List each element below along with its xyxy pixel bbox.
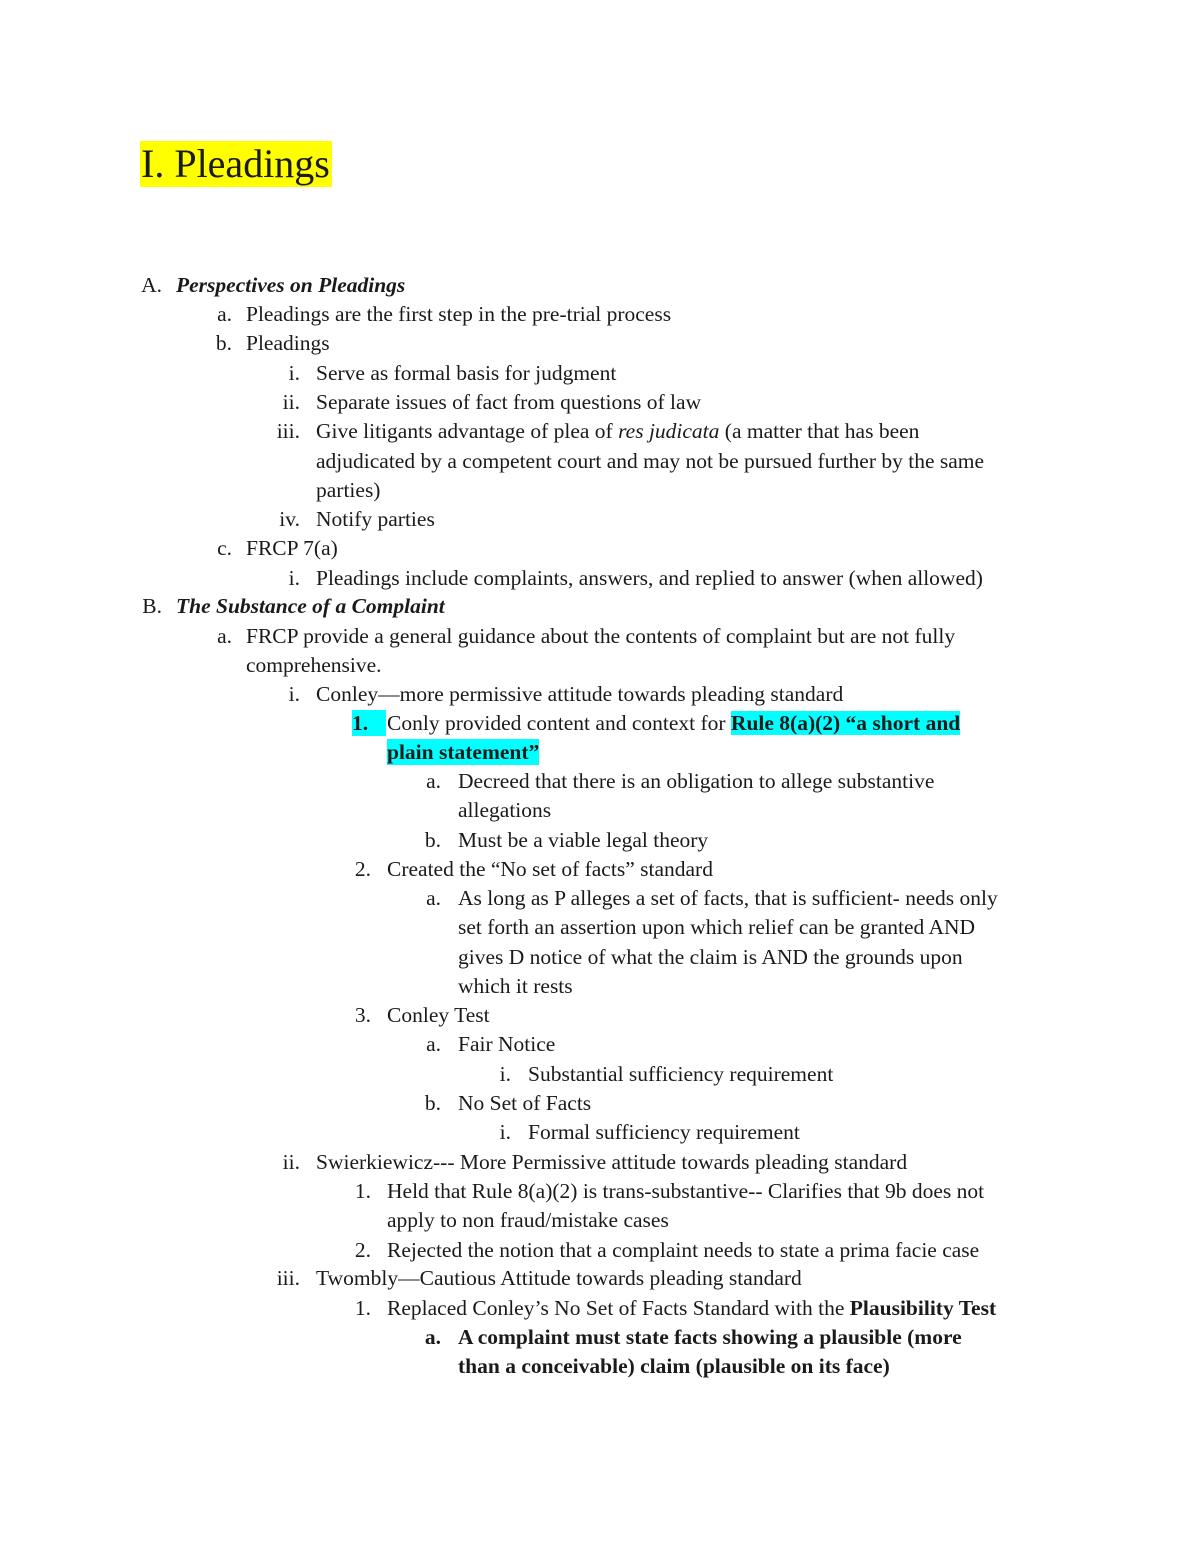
outline-item: Created the “No set of facts” standard	[387, 857, 713, 881]
outline-item: Rejected the notion that a complaint needs to state a prima facie case	[387, 1238, 980, 1262]
outline-marker: 3.	[354, 1003, 371, 1027]
outline-item	[316, 418, 919, 444]
outline-marker: a.	[217, 624, 232, 648]
outline-item: Notify parties	[316, 507, 435, 531]
outline-item-continuation: adjudicated by a competent court and may not be pursued further by the same	[316, 449, 985, 473]
highlighted-rule: Rule 8(a)(2) “a short and	[730, 711, 961, 735]
outline-marker: a.	[217, 302, 232, 326]
outline-marker: B.	[142, 594, 162, 618]
outline-item: Must be a viable legal theory	[458, 828, 709, 852]
outline-item-continuation: allegations	[458, 798, 552, 822]
text-run: Conly provided content and context for	[387, 711, 731, 735]
section-heading-substance: The Substance of a Complaint	[176, 594, 445, 618]
outline-marker: i.	[288, 361, 300, 385]
outline-marker: a.	[426, 886, 441, 910]
highlighted-rule-continuation: plain statement”	[387, 740, 540, 764]
outline-marker: i.	[499, 1062, 511, 1086]
text-run: Replaced Conley’s No Set of Facts Standard with the	[387, 1296, 850, 1320]
outline-marker: 1.	[354, 1296, 371, 1320]
outline-item-continuation: which it rests	[458, 974, 573, 998]
outline-item: Conley Test	[387, 1003, 490, 1027]
outline-marker: a.	[426, 1032, 441, 1056]
outline-item: Conley—more permissive attitude towards pleading standard	[316, 682, 844, 706]
outline-marker: 2.	[354, 857, 371, 881]
outline-item: Serve as formal basis for judgment	[316, 361, 617, 385]
outline-item: FRCP 7(a)	[246, 536, 338, 560]
outline-item: A complaint must state facts showing a plausible (more	[458, 1325, 962, 1349]
outline-item-continuation: than a conceivable) claim (plausible on its face)	[458, 1354, 890, 1378]
outline-item: Pleadings	[246, 331, 330, 355]
outline-marker: iii.	[276, 1266, 300, 1290]
outline-item: Held that Rule 8(a)(2) is trans-substantive-- Clarifies that 9b does not	[387, 1179, 985, 1203]
outline-item: No Set of Facts	[458, 1091, 592, 1115]
bold-term: Plausibility Test	[849, 1296, 997, 1320]
outline-marker: b.	[215, 331, 232, 355]
document-title: I. Pleadings	[141, 141, 330, 186]
outline-item: As long as P alleges a set of facts, that is sufficient- needs only	[458, 886, 998, 910]
outline-marker: iii.	[276, 419, 300, 443]
outline-marker: b.	[424, 828, 441, 852]
outline-item-continuation: set forth an assertion upon which relief can be granted AND	[458, 915, 976, 939]
outline-item	[387, 710, 960, 736]
outline-marker: i.	[288, 682, 300, 706]
outline-item	[387, 1295, 996, 1321]
outline-marker: i.	[499, 1120, 511, 1144]
outline-item: Fair Notice	[458, 1032, 556, 1056]
outline-item-continuation: parties)	[316, 478, 381, 502]
outline-marker: ii.	[282, 1150, 300, 1174]
outline-item: Pleadings are the first step in the pre-trial process	[246, 302, 672, 326]
outline-item: Decreed that there is an obligation to allege substantive	[458, 769, 935, 793]
outline-marker: ii.	[282, 390, 300, 414]
outline-item: Pleadings include complaints, answers, and replied to answer (when allowed)	[316, 566, 983, 590]
outline-item-continuation: apply to non fraud/mistake cases	[387, 1208, 669, 1232]
outline-marker: 2.	[354, 1238, 371, 1262]
outline-marker: c.	[217, 536, 232, 560]
section-heading-perspectives: Perspectives on Pleadings	[176, 273, 406, 297]
text-run: (a matter that has been	[719, 419, 920, 443]
outline-item: Formal sufficiency requirement	[528, 1120, 800, 1144]
outline-marker: A.	[141, 273, 162, 297]
outline-item: Substantial sufficiency requirement	[528, 1062, 834, 1086]
outline-item-continuation: comprehensive.	[246, 653, 382, 677]
outline-marker: i.	[288, 566, 300, 590]
text-run: Give litigants advantage of plea of	[316, 419, 619, 443]
italic-term: res judicata	[618, 419, 720, 443]
outline-marker: a.	[426, 769, 441, 793]
highlighted-marker: 1.	[352, 710, 386, 736]
outline-item: Swierkiewicz--- More Permissive attitude towards pleading standard	[316, 1150, 908, 1174]
outline-item: Twombly—Cautious Attitude towards pleading standard	[316, 1266, 802, 1290]
outline-marker: a.	[424, 1325, 441, 1349]
outline-marker: iv.	[279, 507, 300, 531]
outline-item: FRCP provide a general guidance about the contents of complaint but are not fully	[246, 624, 956, 648]
outline-marker: 1.	[354, 1179, 371, 1203]
outline-item: Separate issues of fact from questions of law	[316, 390, 702, 414]
outline-item-continuation: gives D notice of what the claim is AND the grounds upon	[458, 945, 963, 969]
outline-marker: b.	[424, 1091, 441, 1115]
